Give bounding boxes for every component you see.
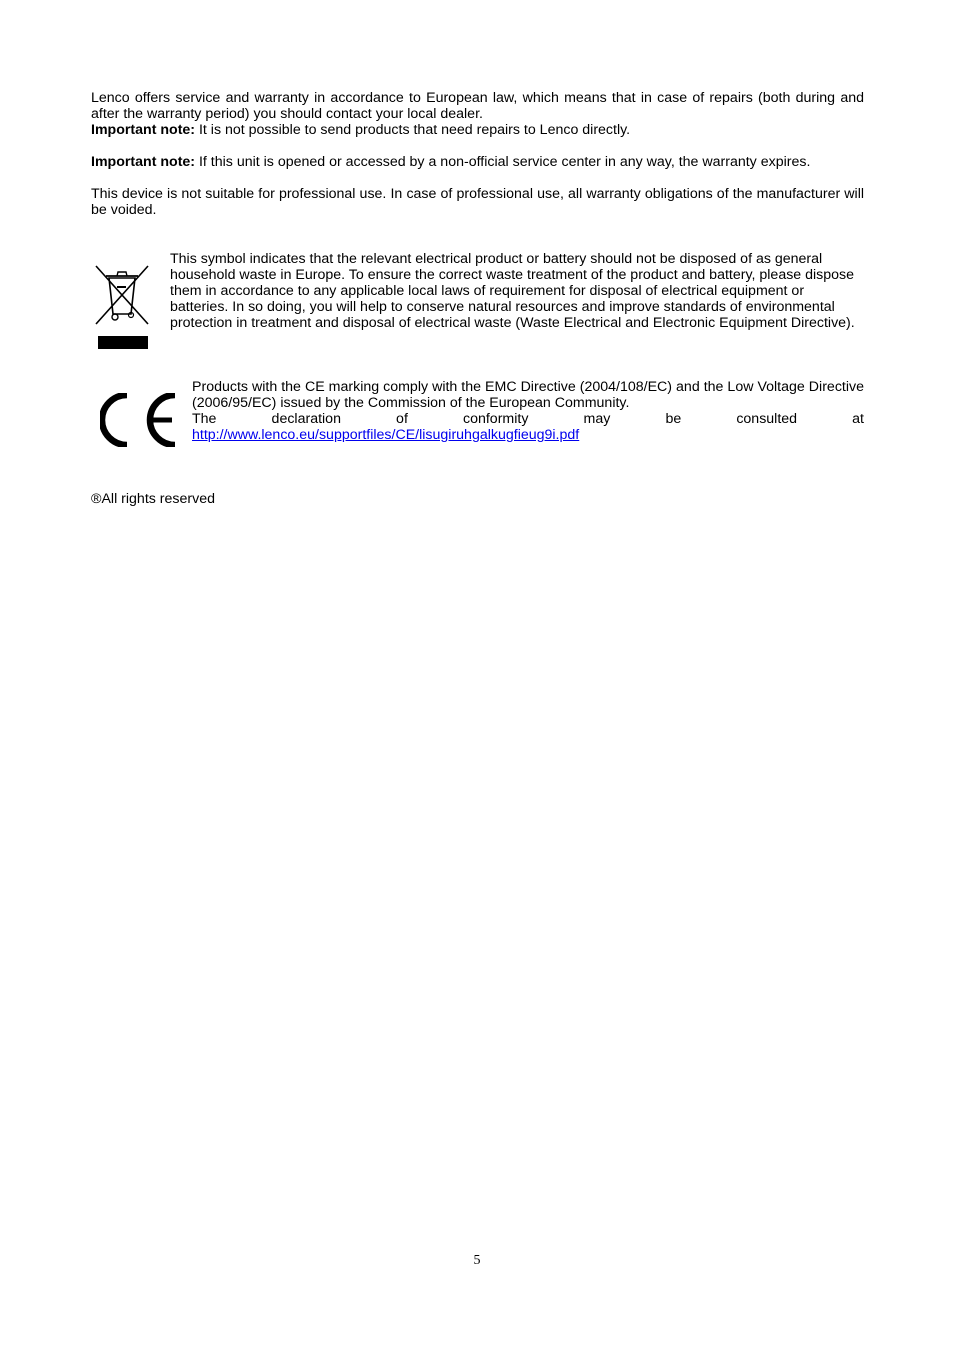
crossed-out-wheelie-bin-icon (92, 262, 152, 352)
warranty-service-section (91, 90, 864, 138)
professional-use-text: This device is not suitable for professional use. In case of professional use, all warranty obligations of the manufacturer will be voided. (91, 186, 864, 218)
important-note-warranty-section (91, 154, 864, 170)
weee-disposal-text: This symbol indicates that the relevant electrical product or battery should not be disposed of as general household waste in Europe. To ensure the correct waste treatment of the product and battery, please dispose them in accordance to any applicable local laws of requirement for disposal of electrical equipment or batteries. In so doing, you will help to conserve natural resources and improve standards of environmental protection in treatment and disposal of electrical waste (Waste Electrical and Electronic Equipment Directive). (170, 251, 855, 331)
ce-compliance-text: Products with the CE marking comply with the EMC Directive (2004/108/EC) and the Low Voltage Directive (2006/95/EC) issued by the Commission of the European Community. (192, 379, 864, 411)
important-note-text: If this unit is opened or accessed by a non-official service center in any way, the warranty expires. (195, 154, 811, 170)
ce-mark-icon (100, 393, 178, 447)
important-note-label: Important note: (91, 154, 196, 170)
important-note-repairs (91, 122, 864, 138)
important-note-text: It is not possible to send products that need repairs to Lenco directly. (195, 122, 631, 138)
ce-compliance-section (192, 379, 864, 443)
ce-declaration-text: The declaration of conformity may be consulted at (192, 411, 864, 427)
page-number: 5 (473, 1253, 481, 1268)
ce-declaration-link[interactable]: http://www.lenco.eu/supportfiles/CE/lisugiruhgalkugfieug9i.pdf (192, 427, 580, 443)
important-note-label: Important note: (91, 122, 196, 138)
rights-reserved-text: ®All rights reserved (91, 491, 215, 507)
warranty-service-text: Lenco offers service and warranty in accordance to European law, which means that in case of repairs (both during and after the warranty period) you should contact your local dealer. (91, 90, 864, 122)
professional-use-section (91, 186, 864, 218)
